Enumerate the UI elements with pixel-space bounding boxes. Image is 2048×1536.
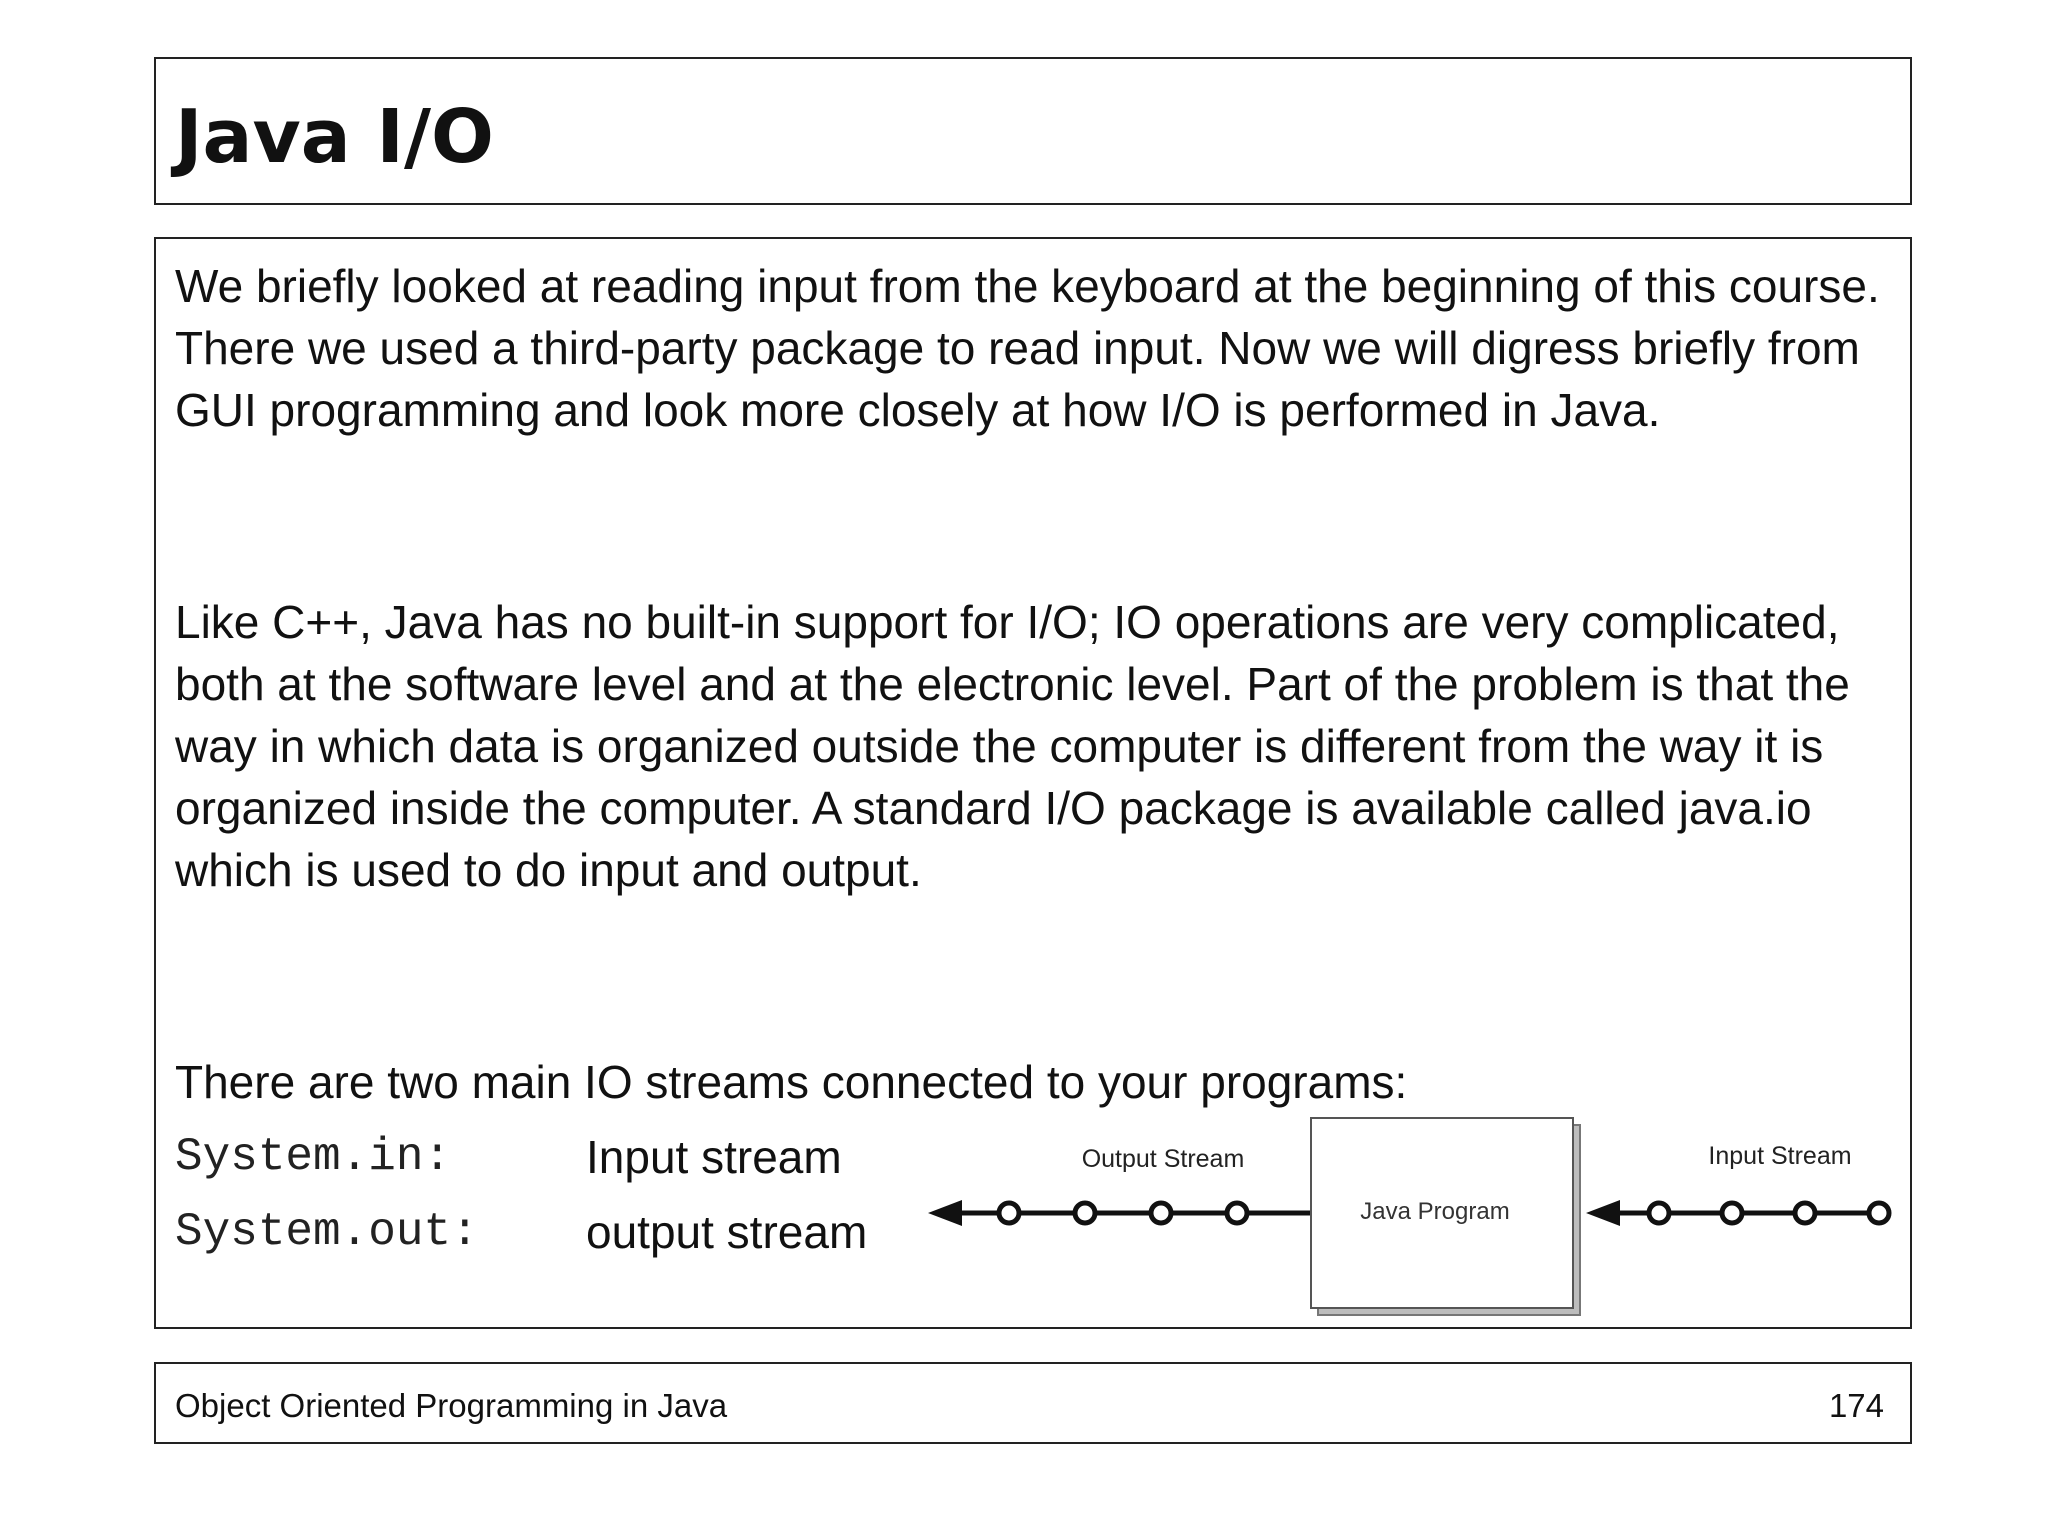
input-node-icon — [1869, 1203, 1889, 1223]
output-node-icon — [999, 1203, 1019, 1223]
paragraph-intro: We briefly looked at reading input from the keyboard at the beginning of this course. There we used a third-party package to read input. Now we will digress briefly from GUI programming and look more closely at how I/O is performed in Java. — [175, 260, 1880, 436]
io-stream-diagram — [926, 1109, 1906, 1321]
paragraph-streams-intro: There are two main IO streams connected to your programs: — [175, 1056, 1408, 1108]
input-node-icon — [1795, 1203, 1815, 1223]
footer-box — [154, 1362, 1912, 1444]
java-program-box — [1311, 1118, 1580, 1315]
paragraph-cpp-comparison: Like C++, Java has no built-in support for I/O; IO operations are very complicated, both at the software level and at the electronic level. Part of the problem is that the way in which data is organized outside the computer is different from the way it is organized inside the computer. A standard I/O package is available called java.io which is used to do input and output. — [175, 596, 1850, 896]
input-stream-chain — [1586, 1200, 1889, 1226]
stream-description-input: Input stream — [586, 1131, 842, 1183]
output-stream-label: Output Stream — [1081, 1145, 1245, 1173]
output-node-icon — [1151, 1203, 1171, 1223]
footer-course-title: Object Oriented Programming in Java — [175, 1387, 728, 1424]
content-box — [154, 237, 1912, 1329]
stream-description-output: output stream — [586, 1206, 868, 1258]
footer-page-number: 174 — [1828, 1387, 1884, 1424]
output-node-icon — [1227, 1203, 1247, 1223]
input-arrowhead-icon — [1586, 1200, 1620, 1226]
java-program-label: Java Program — [1360, 1198, 1510, 1225]
output-stream-chain — [928, 1200, 1310, 1226]
stream-code-output: System.out: — [175, 1206, 479, 1258]
title-box — [154, 57, 1912, 205]
input-node-icon — [1722, 1203, 1742, 1223]
slide-title: Java I/O — [175, 94, 494, 180]
output-node-icon — [1075, 1203, 1095, 1223]
input-stream-label: Input Stream — [1708, 1142, 1852, 1170]
stream-code-input: System.in: — [175, 1131, 452, 1183]
input-node-icon — [1649, 1203, 1669, 1223]
output-arrowhead-icon — [928, 1200, 962, 1226]
